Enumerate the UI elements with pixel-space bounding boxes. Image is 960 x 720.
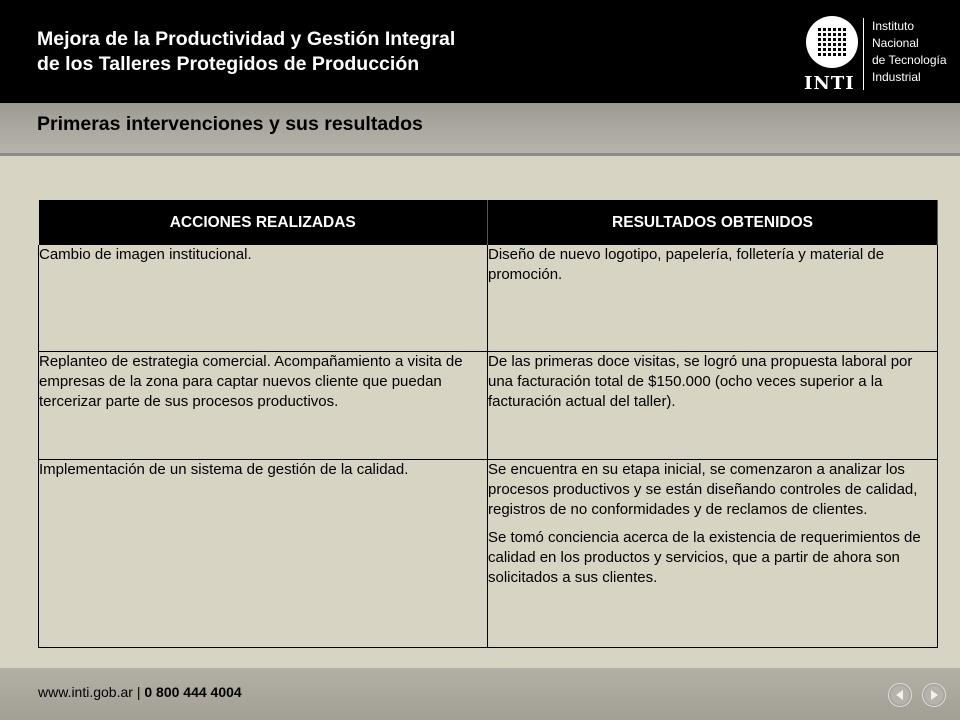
action-cell (39, 459, 488, 647)
result-cell (488, 245, 938, 351)
page-title (37, 27, 455, 77)
logo-divider (863, 18, 864, 90)
logo-name-line: Nacional (872, 36, 919, 50)
result-cell (488, 351, 938, 459)
footer-phone: 0 800 444 4004 (144, 684, 242, 700)
logo-institute-name (872, 18, 947, 86)
title-line-2: de los Talleres Protegidos de Producción (37, 53, 420, 75)
result-text: Se encuentra en su etapa inicial, se comenzaron a analizar los procesos productivos y se están diseñando controles de calidad, registros de no conformidades y de reclamos de clientes. (488, 460, 918, 518)
footer-separator: | (132, 684, 145, 700)
previous-slide-icon[interactable] (888, 683, 912, 707)
action-text: Replanteo de estrategia comercial. Acompañamiento a visita de empresas de la zona para captar nuevos cliente que puedan tercerizar parte de sus procesos productivos. (39, 352, 463, 410)
inti-logo (801, 14, 946, 94)
table-header-row (39, 200, 938, 245)
subtitle-bar-shadow (0, 153, 960, 156)
results-table (38, 200, 938, 648)
header-resultados: RESULTADOS OBTENIDOS (488, 200, 938, 245)
table-row (39, 459, 938, 647)
action-text: Implementación de un sistema de gestión de la calidad. (39, 460, 409, 478)
section-subtitle: Primeras intervenciones y sus resultados (37, 113, 423, 135)
title-line-1: Mejora de la Productividad y Gestión Integral (37, 28, 456, 50)
action-text: Cambio de imagen institucional. (39, 246, 252, 263)
logo-name-line: de Tecnología (872, 53, 947, 67)
action-cell (39, 351, 488, 459)
result-text-2: Se tomó conciencia acerca de la existencia de requerimientos de calidad en los productos y servicios, que a partir de ahora son solicitados a sus clientes. (488, 528, 921, 586)
logo-name-line: Industrial (872, 70, 921, 84)
result-cell (488, 459, 938, 647)
next-slide-icon[interactable] (922, 683, 946, 707)
logo-circle-icon (806, 16, 858, 68)
footer-website[interactable]: www.inti.gob.ar (38, 684, 133, 700)
result-text: Diseño de nuevo logotipo, papelería, folletería y material de promoción. (488, 246, 885, 283)
logo-name-line: Instituto (872, 19, 915, 33)
action-cell (39, 245, 488, 351)
logo-abbreviation: INTI (804, 73, 855, 94)
footer-contact (38, 684, 242, 700)
result-text: De las primeras doce visitas, se logró una propuesta laboral por una facturación total de $150.000 (ocho veces superior a la facturación actual del taller). (488, 352, 913, 410)
table-row (39, 245, 938, 351)
header-acciones: ACCIONES REALIZADAS (39, 200, 488, 245)
table-row (39, 351, 938, 459)
